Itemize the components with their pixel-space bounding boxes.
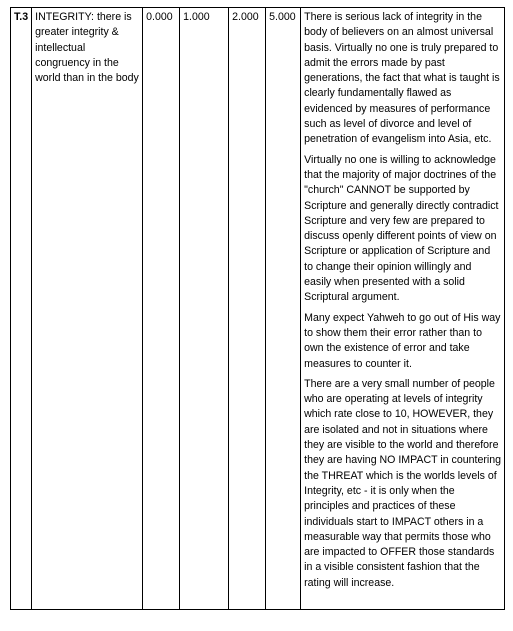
description-paragraph: There are a very small number of people who are operating at levels of integrity which rate close to 10, HOWEVER, they are isolated and not in situations where they are visible to the world and therefore they are having NO IMPACT in countering the THREAT which is the worlds levels of Integrity, etc - it is only when the principles and practices of these individuals start to IMPACT others in a measurable way that permits those who are impacted to OFFER those standards in a visible consistent fashion that the rating will increase. [304,377,502,589]
value-cell-3: 2.000 [229,8,266,610]
rating-table [10,7,505,610]
criterion-cell: INTEGRITY: there is greater integrity & intellectual congruency in the world than in the body [32,8,143,610]
description-paragraph: Many expect Yahweh to go out of His way to show them their error rather than to own the existence of error and take measures to counter it. [304,311,501,370]
value-cell-1: 0.000 [143,8,180,610]
description-cell [301,8,505,610]
value-cell-2: 1.000 [180,8,229,610]
description-paragraph: Virtually no one is willing to acknowledge that the majority of major doctrines of the "church" CANNOT be supported by Scripture and generally directly contradict Scripture and very few are prepared to discuss openly different points of view on Scripture or application of Scripture and to change their opinion willingly and easily when presented with a solid Scriptural argument. [304,153,499,304]
value-cell-4: 5.000 [266,8,301,610]
table-row [11,8,505,610]
row-id-cell: T.3 [11,8,32,610]
description-paragraph: There is serious lack of integrity in the body of believers on an almost universal basis. Virtually no one is truly prepared to admit the errors made by past generations, the fact that what is taught is clearly fundamentally flawed as evidenced by measures of performance such as level of divorce and level of penetration of evangelism into Asia, etc. [304,11,500,146]
